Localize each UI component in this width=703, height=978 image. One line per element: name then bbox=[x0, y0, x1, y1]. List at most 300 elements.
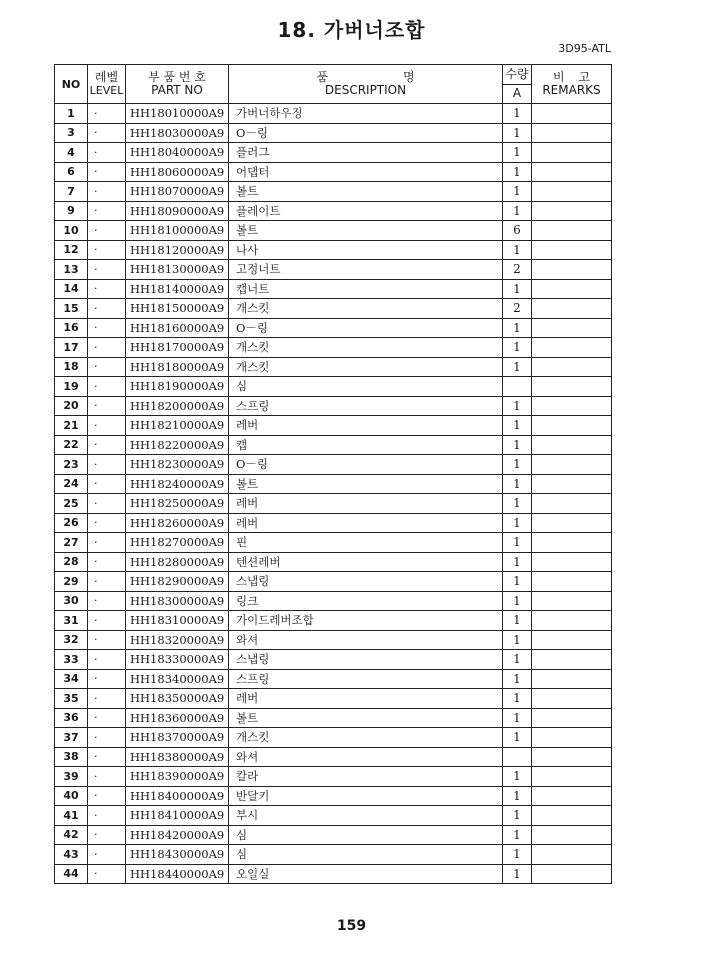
table-row bbox=[55, 357, 612, 377]
row-remarks bbox=[532, 591, 612, 611]
row-level: · bbox=[88, 201, 126, 221]
row-remarks bbox=[532, 123, 612, 143]
row-remarks bbox=[532, 825, 612, 845]
table-row bbox=[55, 767, 612, 787]
table-row bbox=[55, 650, 612, 670]
row-description: 볼트 bbox=[229, 474, 503, 494]
parts-table-body bbox=[55, 104, 612, 884]
row-part-no: HH18380000A9 bbox=[126, 747, 229, 767]
row-quantity: 1 bbox=[503, 611, 532, 631]
row-remarks bbox=[532, 552, 612, 572]
row-no: 38 bbox=[55, 747, 88, 767]
row-part-no: HH18350000A9 bbox=[126, 689, 229, 709]
row-level: · bbox=[88, 494, 126, 514]
row-remarks bbox=[532, 221, 612, 241]
row-part-no: HH18190000A9 bbox=[126, 377, 229, 397]
row-part-no: HH18160000A9 bbox=[126, 318, 229, 338]
table-row bbox=[55, 182, 612, 202]
row-quantity: 1 bbox=[503, 279, 532, 299]
row-quantity: 1 bbox=[503, 338, 532, 358]
table-row bbox=[55, 591, 612, 611]
row-remarks bbox=[532, 377, 612, 397]
row-no: 26 bbox=[55, 513, 88, 533]
page-title: 18. 가버너조합 bbox=[277, 18, 426, 42]
row-part-no: HH18220000A9 bbox=[126, 435, 229, 455]
header-qty-en: A bbox=[503, 84, 532, 104]
table-row bbox=[55, 747, 612, 767]
row-remarks bbox=[532, 630, 612, 650]
row-level: · bbox=[88, 786, 126, 806]
row-no: 17 bbox=[55, 338, 88, 358]
row-part-no: HH18300000A9 bbox=[126, 591, 229, 611]
header-level-ko: 레벨 bbox=[94, 70, 119, 84]
row-description: 캡 bbox=[229, 435, 503, 455]
row-no: 34 bbox=[55, 669, 88, 689]
row-description: 볼트 bbox=[229, 708, 503, 728]
row-quantity: 1 bbox=[503, 689, 532, 709]
row-no: 22 bbox=[55, 435, 88, 455]
row-part-no: HH18420000A9 bbox=[126, 825, 229, 845]
row-level: · bbox=[88, 240, 126, 260]
row-remarks bbox=[532, 299, 612, 319]
row-quantity: 1 bbox=[503, 494, 532, 514]
row-remarks bbox=[532, 806, 612, 826]
row-quantity: 1 bbox=[503, 845, 532, 865]
row-part-no: HH18070000A9 bbox=[126, 182, 229, 202]
table-row bbox=[55, 611, 612, 631]
row-level: · bbox=[88, 279, 126, 299]
row-level: · bbox=[88, 143, 126, 163]
row-quantity: 1 bbox=[503, 767, 532, 787]
row-description: 심 bbox=[229, 825, 503, 845]
header-desc-ko-2: 명 bbox=[402, 70, 415, 84]
row-quantity: 1 bbox=[503, 123, 532, 143]
row-description: 오일실 bbox=[229, 864, 503, 884]
row-no: 36 bbox=[55, 708, 88, 728]
row-description: 부시 bbox=[229, 806, 503, 826]
header-no: NO bbox=[55, 65, 88, 104]
row-level: · bbox=[88, 845, 126, 865]
row-description: 와셔 bbox=[229, 747, 503, 767]
row-level: · bbox=[88, 435, 126, 455]
row-description: 플러그 bbox=[229, 143, 503, 163]
row-no: 31 bbox=[55, 611, 88, 631]
row-no: 33 bbox=[55, 650, 88, 670]
row-part-no: HH18200000A9 bbox=[126, 396, 229, 416]
row-no: 1 bbox=[55, 104, 88, 124]
table-row bbox=[55, 299, 612, 319]
table-row bbox=[55, 669, 612, 689]
row-quantity: 1 bbox=[503, 591, 532, 611]
page-number: 159 bbox=[336, 918, 367, 934]
row-description: 반달키 bbox=[229, 786, 503, 806]
row-description: 레버 bbox=[229, 416, 503, 436]
row-quantity: 1 bbox=[503, 104, 532, 124]
header-qty-ko: 수량 bbox=[503, 65, 532, 85]
row-description: O－링 bbox=[229, 455, 503, 475]
row-no: 32 bbox=[55, 630, 88, 650]
row-level: · bbox=[88, 533, 126, 553]
row-level: · bbox=[88, 825, 126, 845]
row-remarks bbox=[532, 747, 612, 767]
header-level bbox=[88, 65, 126, 104]
model-code: 3D95-ATL bbox=[558, 42, 611, 55]
row-remarks bbox=[532, 435, 612, 455]
row-quantity bbox=[503, 747, 532, 767]
row-no: 39 bbox=[55, 767, 88, 787]
row-no: 29 bbox=[55, 572, 88, 592]
row-description: 스프링 bbox=[229, 396, 503, 416]
row-quantity: 1 bbox=[503, 201, 532, 221]
table-row bbox=[55, 572, 612, 592]
row-quantity: 1 bbox=[503, 708, 532, 728]
row-quantity: 1 bbox=[503, 669, 532, 689]
row-level: · bbox=[88, 455, 126, 475]
row-description: 고정너트 bbox=[229, 260, 503, 280]
header-remarks bbox=[532, 65, 612, 104]
row-description: 심 bbox=[229, 377, 503, 397]
table-row bbox=[55, 396, 612, 416]
row-no: 6 bbox=[55, 162, 88, 182]
row-level: · bbox=[88, 396, 126, 416]
row-remarks bbox=[532, 396, 612, 416]
table-row bbox=[55, 221, 612, 241]
row-level: · bbox=[88, 357, 126, 377]
row-quantity: 1 bbox=[503, 806, 532, 826]
row-remarks bbox=[532, 708, 612, 728]
row-part-no: HH18340000A9 bbox=[126, 669, 229, 689]
table-row bbox=[55, 201, 612, 221]
row-part-no: HH18260000A9 bbox=[126, 513, 229, 533]
row-quantity: 1 bbox=[503, 650, 532, 670]
row-remarks bbox=[532, 318, 612, 338]
row-description: O－링 bbox=[229, 123, 503, 143]
row-quantity: 1 bbox=[503, 533, 532, 553]
row-remarks bbox=[532, 494, 612, 514]
row-quantity: 1 bbox=[503, 240, 532, 260]
header-remarks-ko-2: 고 bbox=[578, 70, 591, 84]
row-no: 10 bbox=[55, 221, 88, 241]
row-level: · bbox=[88, 864, 126, 884]
row-quantity: 1 bbox=[503, 435, 532, 455]
row-quantity: 1 bbox=[503, 474, 532, 494]
table-row bbox=[55, 513, 612, 533]
row-level: · bbox=[88, 650, 126, 670]
row-description: 스냅링 bbox=[229, 572, 503, 592]
row-quantity: 1 bbox=[503, 182, 532, 202]
row-part-no: HH18250000A9 bbox=[126, 494, 229, 514]
row-part-no: HH18270000A9 bbox=[126, 533, 229, 553]
table-row bbox=[55, 806, 612, 826]
table-row bbox=[55, 494, 612, 514]
row-remarks bbox=[532, 767, 612, 787]
row-part-no: HH18430000A9 bbox=[126, 845, 229, 865]
row-level: · bbox=[88, 806, 126, 826]
row-remarks bbox=[532, 650, 612, 670]
row-remarks bbox=[532, 669, 612, 689]
row-no: 16 bbox=[55, 318, 88, 338]
row-description: 스프링 bbox=[229, 669, 503, 689]
row-no: 37 bbox=[55, 728, 88, 748]
row-part-no: HH18390000A9 bbox=[126, 767, 229, 787]
row-description: 레버 bbox=[229, 513, 503, 533]
row-remarks bbox=[532, 689, 612, 709]
header-desc-en: DESCRIPTION bbox=[324, 83, 407, 97]
table-row bbox=[55, 279, 612, 299]
row-part-no: HH18100000A9 bbox=[126, 221, 229, 241]
row-description: 캡너트 bbox=[229, 279, 503, 299]
row-no: 21 bbox=[55, 416, 88, 436]
row-description: 볼트 bbox=[229, 221, 503, 241]
row-remarks bbox=[532, 357, 612, 377]
row-description: 링크 bbox=[229, 591, 503, 611]
row-level: · bbox=[88, 182, 126, 202]
row-remarks bbox=[532, 279, 612, 299]
row-no: 42 bbox=[55, 825, 88, 845]
row-description: 개스킷 bbox=[229, 728, 503, 748]
row-level: · bbox=[88, 747, 126, 767]
row-part-no: HH18030000A9 bbox=[126, 123, 229, 143]
row-quantity: 1 bbox=[503, 143, 532, 163]
row-level: · bbox=[88, 474, 126, 494]
row-level: · bbox=[88, 708, 126, 728]
row-part-no: HH18210000A9 bbox=[126, 416, 229, 436]
row-quantity: 1 bbox=[503, 552, 532, 572]
row-quantity: 1 bbox=[503, 162, 532, 182]
row-remarks bbox=[532, 240, 612, 260]
header-description bbox=[229, 65, 503, 104]
row-part-no: HH18040000A9 bbox=[126, 143, 229, 163]
row-no: 3 bbox=[55, 123, 88, 143]
table-row bbox=[55, 630, 612, 650]
row-quantity: 1 bbox=[503, 825, 532, 845]
row-quantity: 1 bbox=[503, 318, 532, 338]
row-no: 35 bbox=[55, 689, 88, 709]
row-description: 어댑터 bbox=[229, 162, 503, 182]
header-part-no bbox=[126, 65, 229, 104]
row-remarks bbox=[532, 786, 612, 806]
table-row bbox=[55, 728, 612, 748]
row-quantity: 1 bbox=[503, 786, 532, 806]
row-level: · bbox=[88, 669, 126, 689]
row-quantity: 1 bbox=[503, 357, 532, 377]
row-level: · bbox=[88, 728, 126, 748]
table-row bbox=[55, 533, 612, 553]
row-level: · bbox=[88, 338, 126, 358]
row-no: 7 bbox=[55, 182, 88, 202]
row-level: · bbox=[88, 299, 126, 319]
row-remarks bbox=[532, 864, 612, 884]
table-row bbox=[55, 435, 612, 455]
row-part-no: HH18180000A9 bbox=[126, 357, 229, 377]
table-row bbox=[55, 338, 612, 358]
row-no: 18 bbox=[55, 357, 88, 377]
row-part-no: HH18290000A9 bbox=[126, 572, 229, 592]
row-remarks bbox=[532, 338, 612, 358]
row-no: 43 bbox=[55, 845, 88, 865]
row-no: 12 bbox=[55, 240, 88, 260]
row-level: · bbox=[88, 630, 126, 650]
row-part-no: HH18240000A9 bbox=[126, 474, 229, 494]
header-remarks-ko-1: 비 bbox=[552, 70, 565, 84]
row-description: O－링 bbox=[229, 318, 503, 338]
row-description: 개스킷 bbox=[229, 338, 503, 358]
row-level: · bbox=[88, 318, 126, 338]
row-no: 41 bbox=[55, 806, 88, 826]
table-row bbox=[55, 825, 612, 845]
row-description: 심 bbox=[229, 845, 503, 865]
row-level: · bbox=[88, 221, 126, 241]
row-part-no: HH18320000A9 bbox=[126, 630, 229, 650]
row-quantity: 6 bbox=[503, 221, 532, 241]
row-description: 플레이트 bbox=[229, 201, 503, 221]
row-part-no: HH18150000A9 bbox=[126, 299, 229, 319]
table-row bbox=[55, 123, 612, 143]
table-row bbox=[55, 377, 612, 397]
table-row bbox=[55, 240, 612, 260]
header-part-ko: 부 품 번 호 bbox=[148, 70, 206, 84]
table-row bbox=[55, 689, 612, 709]
row-description: 핀 bbox=[229, 533, 503, 553]
row-quantity bbox=[503, 377, 532, 397]
row-no: 23 bbox=[55, 455, 88, 475]
row-quantity: 1 bbox=[503, 728, 532, 748]
row-part-no: HH18280000A9 bbox=[126, 552, 229, 572]
row-no: 40 bbox=[55, 786, 88, 806]
table-row bbox=[55, 845, 612, 865]
row-level: · bbox=[88, 123, 126, 143]
row-part-no: HH18130000A9 bbox=[126, 260, 229, 280]
row-level: · bbox=[88, 611, 126, 631]
row-quantity: 1 bbox=[503, 416, 532, 436]
row-remarks bbox=[532, 611, 612, 631]
row-level: · bbox=[88, 416, 126, 436]
header-part-en: PART NO bbox=[151, 83, 203, 97]
row-description: 개스킷 bbox=[229, 357, 503, 377]
row-quantity: 1 bbox=[503, 630, 532, 650]
row-description: 레버 bbox=[229, 494, 503, 514]
row-part-no: HH18170000A9 bbox=[126, 338, 229, 358]
table-row bbox=[55, 552, 612, 572]
row-quantity: 1 bbox=[503, 513, 532, 533]
header-level-en: LEVEL bbox=[89, 84, 124, 97]
row-no: 19 bbox=[55, 377, 88, 397]
row-remarks bbox=[532, 182, 612, 202]
row-part-no: HH18400000A9 bbox=[126, 786, 229, 806]
row-remarks bbox=[532, 104, 612, 124]
row-part-no: HH18310000A9 bbox=[126, 611, 229, 631]
table-row bbox=[55, 416, 612, 436]
row-description: 나사 bbox=[229, 240, 503, 260]
row-level: · bbox=[88, 552, 126, 572]
row-part-no: HH18140000A9 bbox=[126, 279, 229, 299]
row-part-no: HH18120000A9 bbox=[126, 240, 229, 260]
row-quantity: 1 bbox=[503, 572, 532, 592]
row-remarks bbox=[532, 513, 612, 533]
row-level: · bbox=[88, 689, 126, 709]
table-row bbox=[55, 786, 612, 806]
row-remarks bbox=[532, 533, 612, 553]
row-no: 4 bbox=[55, 143, 88, 163]
table-row bbox=[55, 318, 612, 338]
row-part-no: HH18410000A9 bbox=[126, 806, 229, 826]
table-row bbox=[55, 104, 612, 124]
row-no: 27 bbox=[55, 533, 88, 553]
row-level: · bbox=[88, 377, 126, 397]
row-no: 9 bbox=[55, 201, 88, 221]
row-remarks bbox=[532, 260, 612, 280]
row-remarks bbox=[532, 728, 612, 748]
table-row bbox=[55, 143, 612, 163]
row-remarks bbox=[532, 474, 612, 494]
row-no: 28 bbox=[55, 552, 88, 572]
table-row bbox=[55, 162, 612, 182]
row-part-no: HH18360000A9 bbox=[126, 708, 229, 728]
row-part-no: HH18440000A9 bbox=[126, 864, 229, 884]
row-part-no: HH18230000A9 bbox=[126, 455, 229, 475]
row-no: 44 bbox=[55, 864, 88, 884]
table-row bbox=[55, 708, 612, 728]
row-level: · bbox=[88, 767, 126, 787]
row-description: 칼라 bbox=[229, 767, 503, 787]
row-quantity: 1 bbox=[503, 455, 532, 475]
row-no: 15 bbox=[55, 299, 88, 319]
row-description: 스냅링 bbox=[229, 650, 503, 670]
row-part-no: HH18060000A9 bbox=[126, 162, 229, 182]
row-description: 와셔 bbox=[229, 630, 503, 650]
row-remarks bbox=[532, 162, 612, 182]
row-no: 30 bbox=[55, 591, 88, 611]
row-remarks bbox=[532, 143, 612, 163]
row-no: 24 bbox=[55, 474, 88, 494]
row-level: · bbox=[88, 104, 126, 124]
table-row bbox=[55, 864, 612, 884]
row-part-no: HH18010000A9 bbox=[126, 104, 229, 124]
row-remarks bbox=[532, 416, 612, 436]
row-description: 가이드레버조합 bbox=[229, 611, 503, 631]
table-row bbox=[55, 474, 612, 494]
row-level: · bbox=[88, 260, 126, 280]
table-row bbox=[55, 260, 612, 280]
row-remarks bbox=[532, 455, 612, 475]
row-level: · bbox=[88, 572, 126, 592]
row-quantity: 2 bbox=[503, 260, 532, 280]
row-quantity: 2 bbox=[503, 299, 532, 319]
row-remarks bbox=[532, 845, 612, 865]
row-no: 25 bbox=[55, 494, 88, 514]
row-description: 레버 bbox=[229, 689, 503, 709]
row-remarks bbox=[532, 201, 612, 221]
row-quantity: 1 bbox=[503, 864, 532, 884]
row-quantity: 1 bbox=[503, 396, 532, 416]
row-description: 텐션레버 bbox=[229, 552, 503, 572]
row-level: · bbox=[88, 591, 126, 611]
row-description: 볼트 bbox=[229, 182, 503, 202]
header-remarks-en: REMARKS bbox=[542, 83, 601, 97]
row-no: 14 bbox=[55, 279, 88, 299]
row-no: 20 bbox=[55, 396, 88, 416]
parts-table bbox=[54, 64, 612, 884]
row-part-no: HH18370000A9 bbox=[126, 728, 229, 748]
row-level: · bbox=[88, 513, 126, 533]
row-part-no: HH18090000A9 bbox=[126, 201, 229, 221]
row-part-no: HH18330000A9 bbox=[126, 650, 229, 670]
header-desc-ko-1: 품 bbox=[316, 70, 329, 84]
row-no: 13 bbox=[55, 260, 88, 280]
table-row bbox=[55, 455, 612, 475]
row-remarks bbox=[532, 572, 612, 592]
row-description: 개스킷 bbox=[229, 299, 503, 319]
